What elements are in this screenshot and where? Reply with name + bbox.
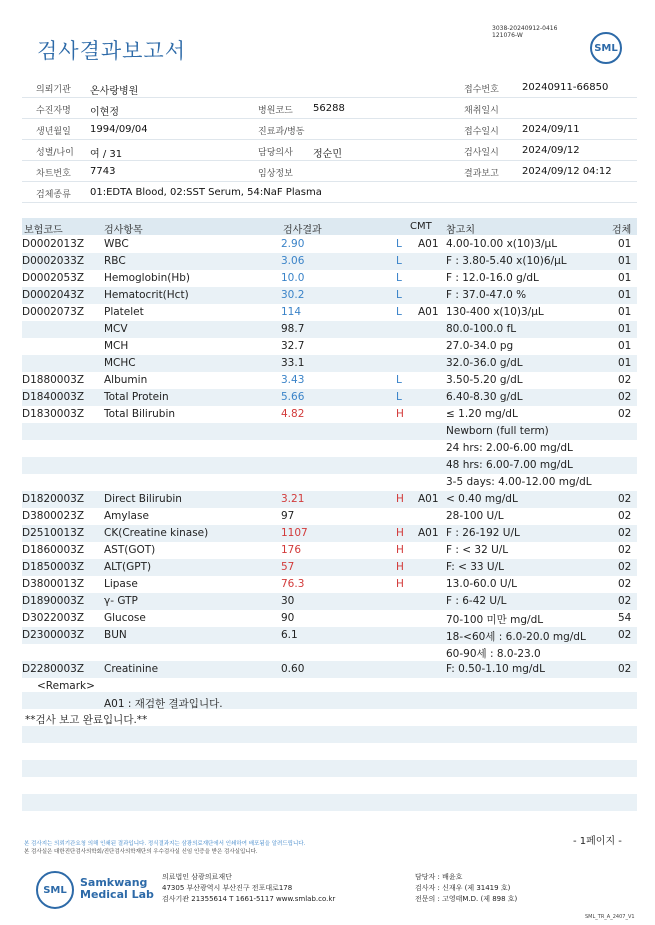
cell-ref: 24 hrs: 2.00-6.00 mg/dL xyxy=(446,442,573,454)
results-table-header xyxy=(22,218,637,235)
blank-row-bg xyxy=(22,760,637,777)
cell-spec: 02 xyxy=(618,578,632,590)
cell-ref: 13.0-60.0 U/L xyxy=(446,578,517,590)
cell-spec: 01 xyxy=(618,272,632,284)
cell-result: 30 xyxy=(281,595,295,607)
brand-line: Medical Lab xyxy=(80,888,154,901)
table-row xyxy=(22,287,637,304)
cell-flag: L xyxy=(396,272,402,284)
table-row xyxy=(22,576,637,593)
cell-spec: 02 xyxy=(618,493,632,505)
print-note: 본 검사지는 의뢰기관요청 의해 인쇄된 결과입니다. 정식결과지는 삼광의료재단에서 인쇄하여 배포됨을 알려드립니다. xyxy=(24,841,306,847)
table-row xyxy=(22,627,637,644)
cell-item: AST(GOT) xyxy=(104,544,156,556)
table-row xyxy=(22,372,637,389)
cell-ref: 60-90세 : 8.0-23.0 xyxy=(446,648,541,660)
document-code xyxy=(492,25,557,39)
cell-item: Platelet xyxy=(104,306,144,318)
doc-code-line: 3038-20240912-0416 xyxy=(492,25,558,32)
footer-notes xyxy=(24,840,305,856)
specimen-value: 01:EDTA Blood, 02:SST Serum, 54:NaF Plasma xyxy=(90,187,322,198)
remark-a01: A01 : 재검한 결과입니다. xyxy=(104,698,223,710)
client-value: 온사랑병원 xyxy=(90,86,139,97)
cell-ref: 27.0-34.0 pg xyxy=(446,340,514,352)
received-label: 접수일시 xyxy=(464,127,499,137)
cell-code: D3800013Z xyxy=(22,578,85,590)
table-row xyxy=(22,457,637,474)
cell-ref: F : 3.80-5.40 x(10)6/μL xyxy=(446,255,567,267)
cell-spec: 01 xyxy=(618,255,632,267)
sexage-label: 성별/나이 xyxy=(36,148,74,158)
cell-cmt: A01 xyxy=(418,527,439,539)
cell-item: WBC xyxy=(104,238,129,250)
receipt-no-label: 접수번호 xyxy=(464,85,499,95)
cell-ref: 48 hrs: 6.00-7.00 mg/dL xyxy=(446,459,573,471)
client-label: 의뢰기관 xyxy=(36,85,71,95)
accreditation-note: 본 검사실은 대한진단검사의학회/진단검사의학재단의 우수검사실 신임 인증을 받은 검사실입니다. xyxy=(24,849,258,855)
table-row xyxy=(22,525,637,542)
cell-result: 6.1 xyxy=(281,629,298,641)
table-row xyxy=(22,508,637,525)
cell-item: BUN xyxy=(104,629,127,641)
cell-spec: 02 xyxy=(618,663,632,675)
header-code: 보험코드 xyxy=(24,225,63,236)
cell-spec: 02 xyxy=(618,408,632,420)
cell-item: Glucose xyxy=(104,612,146,624)
cell-item: Lipase xyxy=(104,578,138,590)
cell-code: D1890003Z xyxy=(22,595,85,607)
cell-code: D0002033Z xyxy=(22,255,85,267)
brand-name xyxy=(80,877,154,901)
table-row xyxy=(22,542,637,559)
table-row xyxy=(22,355,637,372)
hosp-code-value: 56288 xyxy=(313,103,345,114)
info-row xyxy=(22,141,637,161)
staff-line: 검사자 : 신재우 (제 31419 호) xyxy=(415,884,511,892)
chart-value: 7743 xyxy=(90,166,116,177)
report-title: 검사결과보고서 xyxy=(37,39,187,63)
received-value: 2024/09/11 xyxy=(522,124,580,135)
cell-result: 176 xyxy=(281,544,302,556)
cell-result: 3.06 xyxy=(281,255,305,267)
cell-result: 1107 xyxy=(281,527,308,539)
cell-ref: 18-<60세 : 6.0-20.0 mg/dL xyxy=(446,631,586,643)
cell-item: MCH xyxy=(104,340,129,352)
cell-result: 57 xyxy=(281,561,295,573)
cell-spec: 02 xyxy=(618,595,632,607)
org-line: 의료법인 삼광의료재단 xyxy=(162,873,232,881)
info-row xyxy=(22,120,637,140)
cell-ref: 130-400 x(10)3/μL xyxy=(446,306,544,318)
header-cmt: CMT xyxy=(410,221,432,232)
cell-spec: 01 xyxy=(618,238,632,250)
cell-item: Hematocrit(Hct) xyxy=(104,289,189,301)
cell-ref: 80.0-100.0 fL xyxy=(446,323,517,335)
cell-spec: 01 xyxy=(618,289,632,301)
cell-result: 5.66 xyxy=(281,391,305,403)
dept-label: 진료과/병동 xyxy=(258,127,305,137)
cell-spec: 01 xyxy=(618,306,632,318)
cell-ref: F: < 33 U/L xyxy=(446,561,505,573)
cell-ref: 28-100 U/L xyxy=(446,510,504,522)
staff-line: 전문의 : 고영태M.D. (제 898 호) xyxy=(415,895,518,903)
cell-spec: 01 xyxy=(618,340,632,352)
cell-item: Amylase xyxy=(104,510,149,522)
blank-row-bg xyxy=(22,726,637,743)
table-row xyxy=(22,406,637,423)
cell-result: 90 xyxy=(281,612,295,624)
tested-value: 2024/09/12 xyxy=(522,145,580,156)
tested-label: 검사일시 xyxy=(464,148,499,158)
cell-flag: L xyxy=(396,238,402,250)
cell-cmt: A01 xyxy=(418,238,439,250)
sml-footer-logo-icon: SML xyxy=(36,871,74,909)
sml-logo-icon: SML xyxy=(590,32,622,64)
cell-ref: < 0.40 mg/dL xyxy=(446,493,518,505)
sexage-value: 여 / 31 xyxy=(90,149,123,160)
table-row xyxy=(22,559,637,576)
cell-ref: F : 6-42 U/L xyxy=(446,595,507,607)
table-row xyxy=(22,644,637,661)
table-row xyxy=(22,661,637,678)
cell-result: 30.2 xyxy=(281,289,305,301)
table-row xyxy=(22,338,637,355)
specimen-label: 검체종류 xyxy=(36,190,71,200)
receipt-no-value: 20240911-66850 xyxy=(522,82,609,93)
page-number: - 1페이지 - xyxy=(573,836,622,847)
cell-item: Direct Bilirubin xyxy=(104,493,182,505)
cell-flag: H xyxy=(396,493,404,505)
hosp-code-label: 병원코드 xyxy=(258,106,293,116)
table-row xyxy=(22,236,637,253)
header-spec: 검체 xyxy=(612,225,632,236)
doctor-value: 정순민 xyxy=(313,149,342,160)
cell-spec: 01 xyxy=(618,323,632,335)
cell-code: D1850003Z xyxy=(22,561,85,573)
cell-item: MCHC xyxy=(104,357,136,369)
cell-code: D0002043Z xyxy=(22,289,85,301)
patient-value: 이현정 xyxy=(90,107,119,118)
cell-spec: 02 xyxy=(618,527,632,539)
cell-flag: L xyxy=(396,374,402,386)
cell-item: Total Bilirubin xyxy=(104,408,176,420)
cell-flag: H xyxy=(396,561,404,573)
table-row xyxy=(22,610,637,627)
info-row xyxy=(22,162,637,182)
table-row xyxy=(22,440,637,457)
cell-spec: 02 xyxy=(618,629,632,641)
cell-item: Albumin xyxy=(104,374,148,386)
collect-label: 채취일시 xyxy=(464,106,499,116)
chart-label: 차트번호 xyxy=(36,169,71,179)
dob-value: 1994/09/04 xyxy=(90,124,148,135)
reported-label: 결과보고 xyxy=(464,169,499,179)
cell-ref: F: 0.50-1.10 mg/dL xyxy=(446,663,545,675)
cell-item: CK(Creatine kinase) xyxy=(104,527,209,539)
cell-result: 114 xyxy=(281,306,302,318)
cell-spec: 54 xyxy=(618,612,632,624)
cell-code: D1830003Z xyxy=(22,408,85,420)
cell-item: Hemoglobin(Hb) xyxy=(104,272,191,284)
cell-flag: L xyxy=(396,255,402,267)
cell-result: 76.3 xyxy=(281,578,305,590)
header-item: 검사항목 xyxy=(104,225,143,236)
cell-flag: H xyxy=(396,408,404,420)
cell-spec: 02 xyxy=(618,544,632,556)
table-row xyxy=(22,304,637,321)
cell-result: 32.7 xyxy=(281,340,305,352)
org-line: 47305 부산광역시 부산진구 전포대로178 xyxy=(162,884,293,892)
form-code: SML_TR_A_2407_V1 xyxy=(585,914,635,920)
cell-ref: F : 37.0-47.0 % xyxy=(446,289,527,301)
cell-code: D3022003Z xyxy=(22,612,85,624)
cell-code: D0002053Z xyxy=(22,272,85,284)
cell-ref: Newborn (full term) xyxy=(446,425,549,437)
info-row xyxy=(22,183,637,203)
cell-code: D1880003Z xyxy=(22,374,85,386)
cell-spec: 02 xyxy=(618,391,632,403)
dob-label: 생년월일 xyxy=(36,127,71,137)
cell-item: γ- GTP xyxy=(104,595,138,607)
organization-info xyxy=(162,872,335,905)
cell-spec: 02 xyxy=(618,374,632,386)
cell-result: 3.43 xyxy=(281,374,305,386)
clinical-label: 임상정보 xyxy=(258,169,293,179)
cell-cmt: A01 xyxy=(418,493,439,505)
cell-code: D1820003Z xyxy=(22,493,85,505)
info-row xyxy=(22,78,637,98)
cell-spec: 02 xyxy=(618,561,632,573)
cell-flag: H xyxy=(396,578,404,590)
remark-title: <Remark> xyxy=(37,680,95,692)
table-row xyxy=(22,270,637,287)
cell-code: D1840003Z xyxy=(22,391,85,403)
cell-ref: F : < 32 U/L xyxy=(446,544,509,556)
cell-code: D2510013Z xyxy=(22,527,85,539)
cell-ref: F : 26-192 U/L xyxy=(446,527,520,539)
cell-result: 4.82 xyxy=(281,408,305,420)
table-row xyxy=(22,321,637,338)
staff-info xyxy=(415,872,517,905)
cell-code: D1860003Z xyxy=(22,544,85,556)
cell-result: 3.21 xyxy=(281,493,305,505)
table-row xyxy=(22,491,637,508)
cell-result: 10.0 xyxy=(281,272,305,284)
table-row xyxy=(22,389,637,406)
cell-flag: H xyxy=(396,527,404,539)
cell-result: 33.1 xyxy=(281,357,305,369)
cell-item: ALT(GPT) xyxy=(104,561,152,573)
cell-code: D2300003Z xyxy=(22,629,85,641)
cell-ref: 70-100 미만 mg/dL xyxy=(446,614,544,626)
table-row xyxy=(22,593,637,610)
header-result: 검사결과 xyxy=(283,225,322,236)
brand-line: Samkwang xyxy=(80,876,148,889)
cell-result: 97 xyxy=(281,510,295,522)
cell-spec: 02 xyxy=(618,510,632,522)
cell-cmt: A01 xyxy=(418,306,439,318)
cell-code: D0002013Z xyxy=(22,238,85,250)
patient-label: 수진자명 xyxy=(36,106,71,116)
cell-result: 0.60 xyxy=(281,663,305,675)
cell-flag: H xyxy=(396,544,404,556)
cell-code: D0002073Z xyxy=(22,306,85,318)
report-complete-note: **검사 보고 완료입니다.** xyxy=(25,714,148,726)
cell-flag: L xyxy=(396,289,402,301)
cell-result: 98.7 xyxy=(281,323,305,335)
staff-line: 담당자 : 배윤호 xyxy=(415,873,463,881)
cell-flag: L xyxy=(396,306,402,318)
reported-value: 2024/09/12 04:12 xyxy=(522,166,612,177)
cell-ref: 32.0-36.0 g/dL xyxy=(446,357,523,369)
org-line: 검사기관 21355614 T 1661-5117 www.smlab.co.kr xyxy=(162,895,336,903)
cell-spec: 01 xyxy=(618,357,632,369)
cell-item: Total Protein xyxy=(104,391,169,403)
info-row xyxy=(22,99,637,119)
cell-item: MCV xyxy=(104,323,128,335)
cell-flag: L xyxy=(396,391,402,403)
table-row xyxy=(22,253,637,270)
cell-ref: 3.50-5.20 g/dL xyxy=(446,374,523,386)
doctor-label: 담당의사 xyxy=(258,148,293,158)
doc-code-line: 121076-W xyxy=(492,32,523,39)
cell-item: Creatinine xyxy=(104,663,159,675)
cell-ref: 3-5 days: 4.00-12.00 mg/dL xyxy=(446,476,592,488)
header-ref: 참고치 xyxy=(446,225,475,236)
cell-result: 2.90 xyxy=(281,238,305,250)
cell-ref: ≤ 1.20 mg/dL xyxy=(446,408,518,420)
cell-ref: F : 12.0-16.0 g/dL xyxy=(446,272,539,284)
blank-row-bg xyxy=(22,794,637,811)
cell-ref: 4.00-10.00 x(10)3/μL xyxy=(446,238,558,250)
cell-item: RBC xyxy=(104,255,126,267)
cell-code: D2280003Z xyxy=(22,663,85,675)
cell-ref: 6.40-8.30 g/dL xyxy=(446,391,523,403)
table-row xyxy=(22,423,637,440)
table-row xyxy=(22,474,637,491)
cell-code: D3800023Z xyxy=(22,510,85,522)
